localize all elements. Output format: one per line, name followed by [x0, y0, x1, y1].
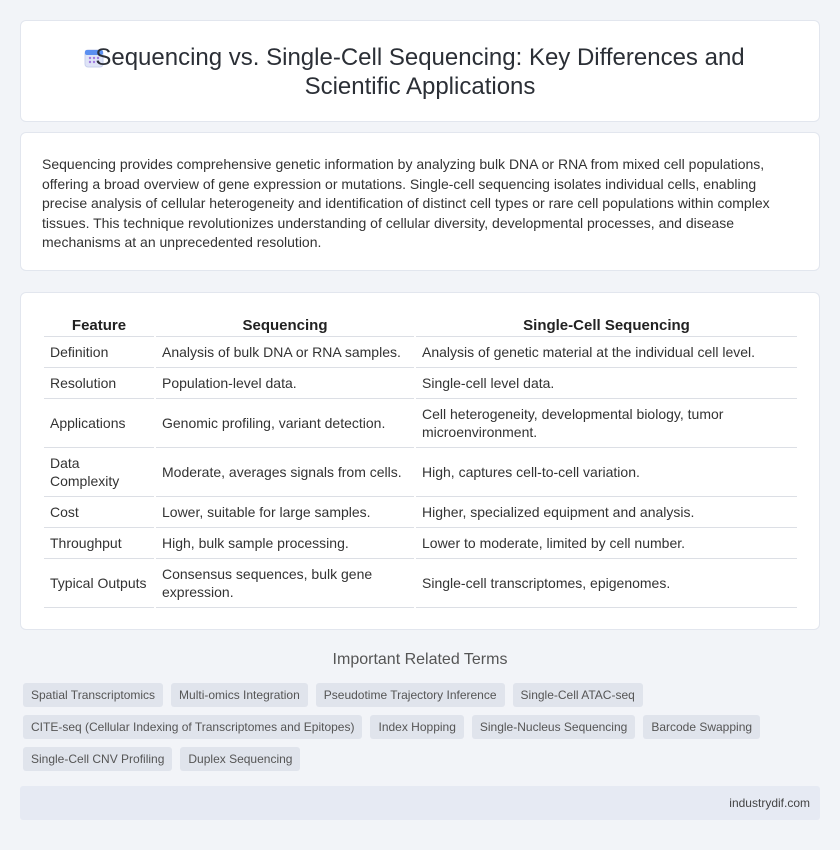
- feature-cell: Definition: [44, 337, 154, 368]
- feature-cell: Cost: [44, 497, 154, 528]
- comparison-table: [42, 315, 799, 608]
- header-single-cell: Single-Cell Sequencing: [416, 315, 797, 337]
- table-row: [44, 337, 797, 368]
- single-cell-cell: Cell heterogeneity, developmental biology, tumor microenvironment.: [416, 399, 797, 448]
- header-sequencing: Sequencing: [156, 315, 414, 337]
- related-terms-title: Important Related Terms: [332, 651, 508, 668]
- feature-cell: Typical Outputs: [44, 559, 154, 608]
- page-title: Sequencing vs. Single-Cell Sequencing: Key Differences and Scientific Applications: [95, 44, 745, 100]
- sequencing-cell: Lower, suitable for large samples.: [156, 497, 414, 528]
- single-cell-cell: Single-cell level data.: [416, 368, 797, 399]
- single-cell-cell: Higher, specialized equipment and analysis.: [416, 497, 797, 528]
- related-term-tag[interactable]: Duplex Sequencing: [180, 747, 300, 771]
- table-row: [44, 368, 797, 399]
- footer-site[interactable]: industrydif.com: [729, 796, 810, 810]
- intro-card: [20, 132, 820, 271]
- table-row: [44, 399, 797, 448]
- related-term-tag[interactable]: Barcode Swapping: [643, 715, 760, 739]
- table-row: [44, 448, 797, 497]
- table-row: [44, 559, 797, 608]
- sequencing-cell: Analysis of bulk DNA or RNA samples.: [156, 337, 414, 368]
- sequencing-cell: Population-level data.: [156, 368, 414, 399]
- sequencing-cell: High, bulk sample processing.: [156, 528, 414, 559]
- comparison-card: [20, 292, 820, 630]
- feature-cell: Resolution: [44, 368, 154, 399]
- sequencing-cell: Moderate, averages signals from cells.: [156, 448, 414, 497]
- related-term-tag[interactable]: Single-Cell ATAC-seq: [513, 683, 643, 707]
- single-cell-cell: High, captures cell-to-cell variation.: [416, 448, 797, 497]
- table-header-row: [44, 315, 797, 337]
- related-term-tag[interactable]: Multi-omics Integration: [171, 683, 308, 707]
- feature-cell: Data Complexity: [44, 448, 154, 497]
- related-term-tag[interactable]: Pseudotime Trajectory Inference: [316, 683, 505, 707]
- related-term-tag[interactable]: Single-Cell CNV Profiling: [23, 747, 172, 771]
- related-terms-list: [23, 683, 803, 779]
- intro-paragraph: Sequencing provides comprehensive genetic information by analyzing bulk DNA or RNA from mixed cell populations, offering a broad overview of gene expression or mutations. Single-cell sequencing isolates individual cells, enabling precise analysis of cellular heterogeneity and identification of distinct cell types or rare cell populations within complex tissues. This technique revolutionizes understanding of cellular diversity, developmental processes, and disease mechanisms at an unprecedented resolution.: [42, 156, 770, 250]
- table-row: [44, 528, 797, 559]
- related-term-tag[interactable]: Index Hopping: [370, 715, 463, 739]
- header-feature: Feature: [44, 315, 154, 337]
- sequencing-cell: Consensus sequences, bulk gene expression.: [156, 559, 414, 608]
- related-term-tag[interactable]: Single-Nucleus Sequencing: [472, 715, 635, 739]
- related-term-tag[interactable]: Spatial Transcriptomics: [23, 683, 163, 707]
- title-card: [20, 20, 820, 122]
- single-cell-cell: Single-cell transcriptomes, epigenomes.: [416, 559, 797, 608]
- sequencing-cell: Genomic profiling, variant detection.: [156, 399, 414, 448]
- footer: [20, 786, 820, 820]
- single-cell-cell: Analysis of genetic material at the individual cell level.: [416, 337, 797, 368]
- table-row: [44, 497, 797, 528]
- single-cell-cell: Lower to moderate, limited by cell number.: [416, 528, 797, 559]
- feature-cell: Throughput: [44, 528, 154, 559]
- related-term-tag[interactable]: CITE-seq (Cellular Indexing of Transcriptomes and Epitopes): [23, 715, 362, 739]
- feature-cell: Applications: [44, 399, 154, 448]
